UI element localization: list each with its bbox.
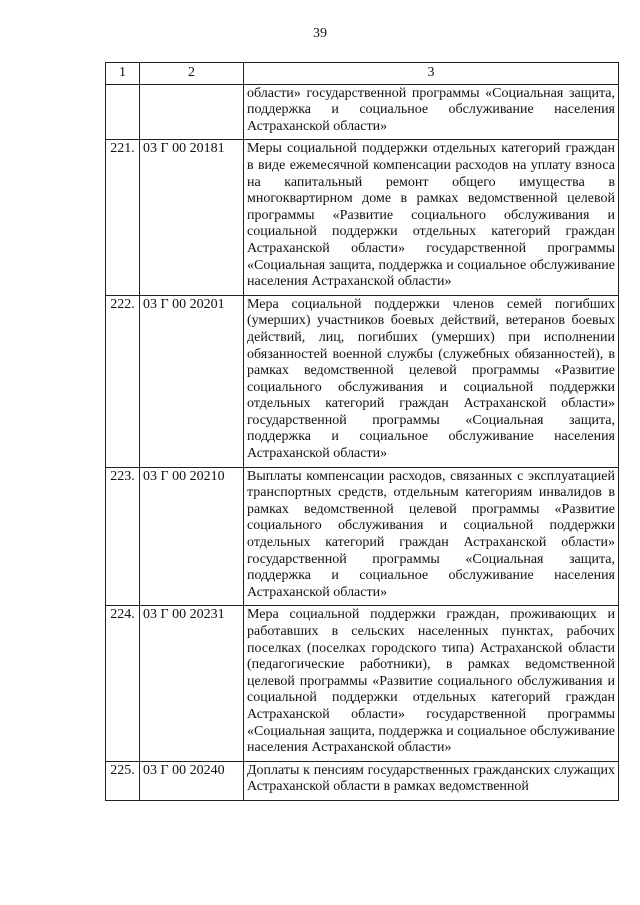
row-number xyxy=(106,84,140,140)
table-header-row xyxy=(106,63,619,85)
column-header-name: 3 xyxy=(244,63,619,85)
row-number: 221. xyxy=(106,140,140,295)
table-row xyxy=(106,761,619,800)
row-name: Мера социальной поддержки граждан, проживающих и работавших в сельских населенных пунктах, рабочих поселках (поселках городского типа) Астраханской области (педагогические работники), в рамках ведомственной целевой программы «Развитие социального обслуживания и социальной поддержки отдельных категорий граждан Астраханской области» государственной программы «Социальная защита, поддержка и социальное обслуживание населения Астраханской области» xyxy=(244,606,619,761)
row-code xyxy=(140,84,244,140)
row-code: 03 Г 00 20201 xyxy=(140,295,244,467)
row-code: 03 Г 00 20210 xyxy=(140,467,244,606)
row-number: 224. xyxy=(106,606,140,761)
row-name: области» государственной программы «Социальная защита, поддержка и социальное обслуживание населения Астраханской области» xyxy=(244,84,619,140)
row-number: 222. xyxy=(106,295,140,467)
row-code: 03 Г 00 20240 xyxy=(140,761,244,800)
table-row xyxy=(106,467,619,606)
row-number: 223. xyxy=(106,467,140,606)
table-row xyxy=(106,84,619,140)
page-number: 39 xyxy=(313,26,327,41)
column-header-number: 1 xyxy=(106,63,140,85)
row-number: 225. xyxy=(106,761,140,800)
row-name: Мера социальной поддержки членов семей погибших (умерших) участников боевых действий, ветеранов боевых действий, лиц, погибших (умерших) при исполнении обязанностей военной службы (служебных обязанностей), в рамках ведомственной целевой программы «Развитие социального обслуживания и социальной поддержки отдельных категорий граждан Астраханской области» государственной программы «Социальная защита, поддержка и социальное обслуживание населения Астраханской области» xyxy=(244,295,619,467)
budget-classification-table xyxy=(105,62,619,801)
column-header-code: 2 xyxy=(140,63,244,85)
table-row xyxy=(106,140,619,295)
row-name: Доплаты к пенсиям государственных гражданских служащих Астраханской области в рамках ведомственной xyxy=(244,761,619,800)
table-row xyxy=(106,295,619,467)
row-code: 03 Г 00 20231 xyxy=(140,606,244,761)
row-name: Меры социальной поддержки отдельных категорий граждан в виде ежемесячной компенсации расходов на уплату взноса на капитальный ремонт общего имущества в многоквартирном доме в рамках ведомственной целевой программы «Развитие социального обслуживания и социальной поддержки отдельных категорий граждан Астраханской области» государственной программы «Социальная защита, поддержка и социальное обслуживание населения Астраханской области» xyxy=(244,140,619,295)
table-row xyxy=(106,606,619,761)
row-name: Выплаты компенсации расходов, связанных с эксплуатацией транспортных средств, отдельным категориям инвалидов в рамках ведомственной целевой программы «Развитие социального обслуживания и социальной поддержки отдельных категорий граждан Астраханской области» государственной программы «Социальная защита, поддержка и социальное обслуживание населения Астраханской области» xyxy=(244,467,619,606)
row-code: 03 Г 00 20181 xyxy=(140,140,244,295)
